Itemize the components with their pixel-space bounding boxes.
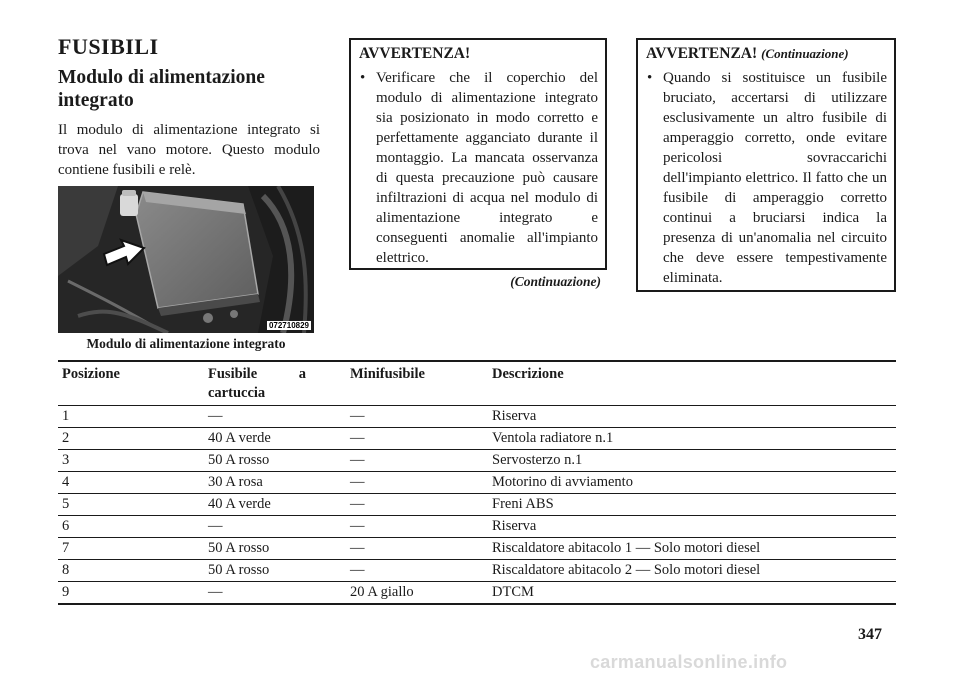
subsection-title: Modulo di alimentazione integrato	[58, 67, 265, 111]
bullet-icon: •	[360, 70, 366, 86]
cell-description: Servosterzo n.1	[488, 450, 896, 472]
cell-mini-fuse: —	[346, 538, 488, 560]
cell-position: 6	[58, 516, 204, 538]
warning-title	[646, 44, 887, 64]
cell-position: 5	[58, 494, 204, 516]
cell-description: Freni ABS	[488, 494, 896, 516]
cell-cartridge-fuse: 50 A rosso	[204, 538, 346, 560]
cell-cartridge-fuse: 40 A verde	[204, 428, 346, 450]
warning-title: AVVERTENZA!	[359, 45, 471, 62]
warning-title-suffix: (Continuazione)	[761, 46, 849, 61]
cell-cartridge-fuse: —	[204, 516, 346, 538]
table-row	[58, 450, 896, 472]
warning-box-continued	[636, 38, 896, 292]
figure-code: 072710829	[268, 321, 309, 330]
cell-description: Ventola radiatore n.1	[488, 428, 896, 450]
table-row	[58, 494, 896, 516]
warning-item	[359, 68, 598, 268]
column-header-description: Descrizione	[488, 361, 896, 406]
warning-text: Verificare che il coperchio del modulo di alimentazione integrato sia posizionato in modo corretto e perfettamente agganciato durante il montaggio. La mancata osservanza di questa precauzione può causare infiltrazioni di acqua nel modulo di alimentazione integrato e conseguenti anomalie all'impianto elettrico.	[376, 70, 598, 266]
cell-description: Riserva	[488, 406, 896, 428]
cell-description: Riserva	[488, 516, 896, 538]
cell-position: 7	[58, 538, 204, 560]
table-row	[58, 538, 896, 560]
page-number: 347	[858, 626, 882, 643]
cell-position: 2	[58, 428, 204, 450]
engine-bay-illustration	[58, 186, 314, 333]
cell-position: 1	[58, 406, 204, 428]
column-header-position: Posizione	[58, 361, 204, 406]
cell-position: 3	[58, 450, 204, 472]
cell-mini-fuse: —	[346, 472, 488, 494]
cell-description: Riscaldatore abitacolo 1 — Solo motori diesel	[488, 538, 896, 560]
column-header-mini-fuse: Minifusibile	[346, 361, 488, 406]
cell-cartridge-fuse: 50 A rosso	[204, 450, 346, 472]
cell-position: 4	[58, 472, 204, 494]
column-header-cartridge-fuse-text: Fusibile a cartuccia	[208, 366, 306, 401]
cell-position: 9	[58, 582, 204, 605]
cell-mini-fuse: —	[346, 428, 488, 450]
bullet-icon: •	[647, 70, 653, 86]
cell-description: Riscaldatore abitacolo 2 — Solo motori diesel	[488, 560, 896, 582]
intro-paragraph: Il modulo di alimentazione integrato si trova nel vano motore. Questo modulo contiene fusibili e relè.	[58, 122, 320, 178]
engine-bay-photo	[58, 186, 314, 333]
table-row	[58, 406, 896, 428]
cell-mini-fuse: 20 A giallo	[346, 582, 488, 605]
cell-mini-fuse: —	[346, 494, 488, 516]
table-row	[58, 582, 896, 605]
column-header-cartridge-fuse	[204, 361, 346, 406]
watermark-text: carmanualsonline.info	[590, 652, 788, 672]
cell-mini-fuse: —	[346, 450, 488, 472]
cell-cartridge-fuse: —	[204, 582, 346, 605]
cell-mini-fuse: —	[346, 406, 488, 428]
cell-mini-fuse: —	[346, 560, 488, 582]
warning-title-text: AVVERTENZA!	[646, 45, 758, 62]
cell-description: Motorino di avviamento	[488, 472, 896, 494]
continued-note: (Continuazione)	[510, 274, 601, 289]
cell-cartridge-fuse: —	[204, 406, 346, 428]
table-row	[58, 472, 896, 494]
table-row	[58, 428, 896, 450]
cell-description: DTCM	[488, 582, 896, 605]
warning-item	[646, 68, 887, 288]
warning-box	[349, 38, 607, 270]
cell-mini-fuse: —	[346, 516, 488, 538]
table-row	[58, 560, 896, 582]
cell-cartridge-fuse: 40 A verde	[204, 494, 346, 516]
cell-position: 8	[58, 560, 204, 582]
table-row	[58, 516, 896, 538]
cell-cartridge-fuse: 30 A rosa	[204, 472, 346, 494]
section-title: FUSIBILI	[58, 34, 159, 59]
warning-text: Quando si sostituisce un fusibile bruciato, accertarsi di utilizzare esclusivamente un altro fusibile di amperaggio corretto, onde evitare pericolosi sovraccarichi dell'impianto elettrico. Il fatto che un fusibile di amperaggio corretto continui a bruciarsi indica la presenza di un'anomalia nel circuito che deve essere tempestivamente eliminata.	[663, 70, 887, 286]
figure-caption: Modulo di alimentazione integrato	[86, 336, 286, 351]
table-header-row	[58, 361, 896, 406]
cell-cartridge-fuse: 50 A rosso	[204, 560, 346, 582]
fuse-table	[58, 360, 896, 605]
